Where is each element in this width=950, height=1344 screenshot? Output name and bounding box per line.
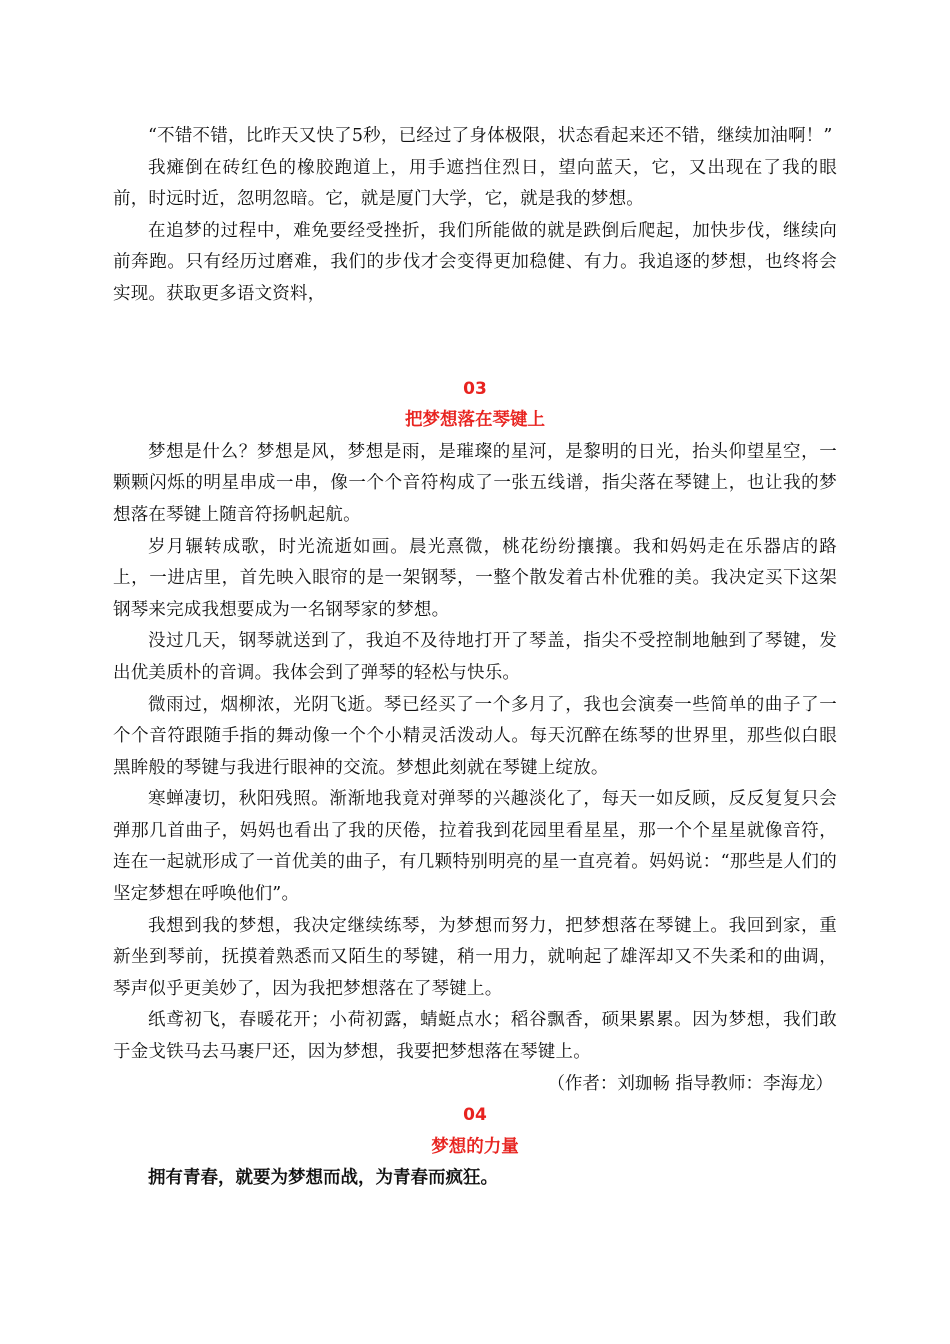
section3-number: 03 xyxy=(463,378,487,399)
section2-tail xyxy=(113,121,837,311)
section4-lead: 拥有青春，就要为梦想而战，为青春而疯狂。 xyxy=(148,1168,498,1189)
paragraph: 纸鸢初飞，春暖花开；小荷初露，蜻蜓点水；稻谷飘香，硕果累累。因为梦想，我们敢于金戈铁马去马裹尸还，因为梦想，我要把梦想落在琴键上。 xyxy=(113,1010,837,1063)
author-line: （作者：刘珈畅 指导教师：李海龙） xyxy=(547,1073,833,1094)
paragraph: 没过几天，钢琴就送到了，我迫不及待地打开了琴盖，指尖不受控制地触到了琴键，发出优美质朴的音调。我体会到了弹琴的轻松与快乐。 xyxy=(113,631,837,683)
paragraph: 岁月辗转成歌，时光流逝如画。晨光熹微，桃花纷纷攘攘。我和妈妈走在乐器店的路上，一进店里，首先映入眼帘的是一架钢琴，一整个散发着古朴优雅的美。我决定买下这架钢琴来完成我想要成为一名钢琴家的梦想。 xyxy=(113,536,837,620)
paragraph: 梦想是什么？梦想是风，梦想是雨，是璀璨的星河，是黎明的日光，抬头仰望星空，一颗颗闪烁的明星串成一串，像一个个音符构成了一张五线谱，指尖落在琴键上，也让我的梦想落在琴键上随音符扬帆起航。 xyxy=(113,441,837,525)
paragraph: 我瘫倒在砖红色的橡胶跑道上，用手遮挡住烈日，望向蓝天，它，又出现在了我的眼前，时远时近，忽明忽暗。它，就是厦门大学，它，就是我的梦想。 xyxy=(113,157,837,210)
paragraph: 寒蝉凄切，秋阳残照。渐渐地我竟对弹琴的兴趣淡化了，每天一如反顾，反反复复只会弹那几首曲子，妈妈也看出了我的厌倦，拉着我到花园里看星星，那一个个星星就像音符，连在一起就形成了一首优美的曲子，有几颗特别明亮的星一直亮着。妈妈说：“那些是人们的坚定梦想在呼唤他们”。 xyxy=(113,789,837,905)
paragraph: “不错不错，比昨天又快了5秒，已经过了身体极限，状态看起来还不错，继续加油啊！” xyxy=(148,126,833,146)
section4-title: 梦想的力量 xyxy=(431,1136,519,1157)
section4 xyxy=(113,1100,837,1195)
section4-number: 04 xyxy=(463,1105,487,1126)
paragraph: 我想到我的梦想，我决定继续练琴，为梦想而努力，把梦想落在琴键上。我回到家，重新坐到琴前，抚摸着熟悉而又陌生的琴键，稍一用力，就响起了雄浑却又不失柔和的曲调，琴声似乎更美妙了，因为我把梦想落在了琴键上。 xyxy=(113,915,837,999)
section3-title: 把梦想落在琴键上 xyxy=(405,410,545,431)
section-gap xyxy=(113,311,837,374)
paragraph: 在追梦的过程中，难免要经受挫折，我们所能做的就是跌倒后爬起，加快步伐，继续向前奔跑。只有经历过磨难，我们的步伐才会变得更加稳健、有力。我追逐的梦想，也终将会实现。获取更多语文资料， xyxy=(113,220,837,304)
section3 xyxy=(113,374,837,1101)
document-page xyxy=(113,121,837,1195)
paragraph: 微雨过，烟柳浓，光阴飞逝。琴已经买了一个多月了，我也会演奏一些简单的曲子了一个个音符跟随手指的舞动像一个个小精灵活泼动人。每天沉醉在练琴的世界里，那些似白眼黑眸般的琴键与我进行眼神的交流。梦想此刻就在琴键上绽放。 xyxy=(113,694,837,778)
